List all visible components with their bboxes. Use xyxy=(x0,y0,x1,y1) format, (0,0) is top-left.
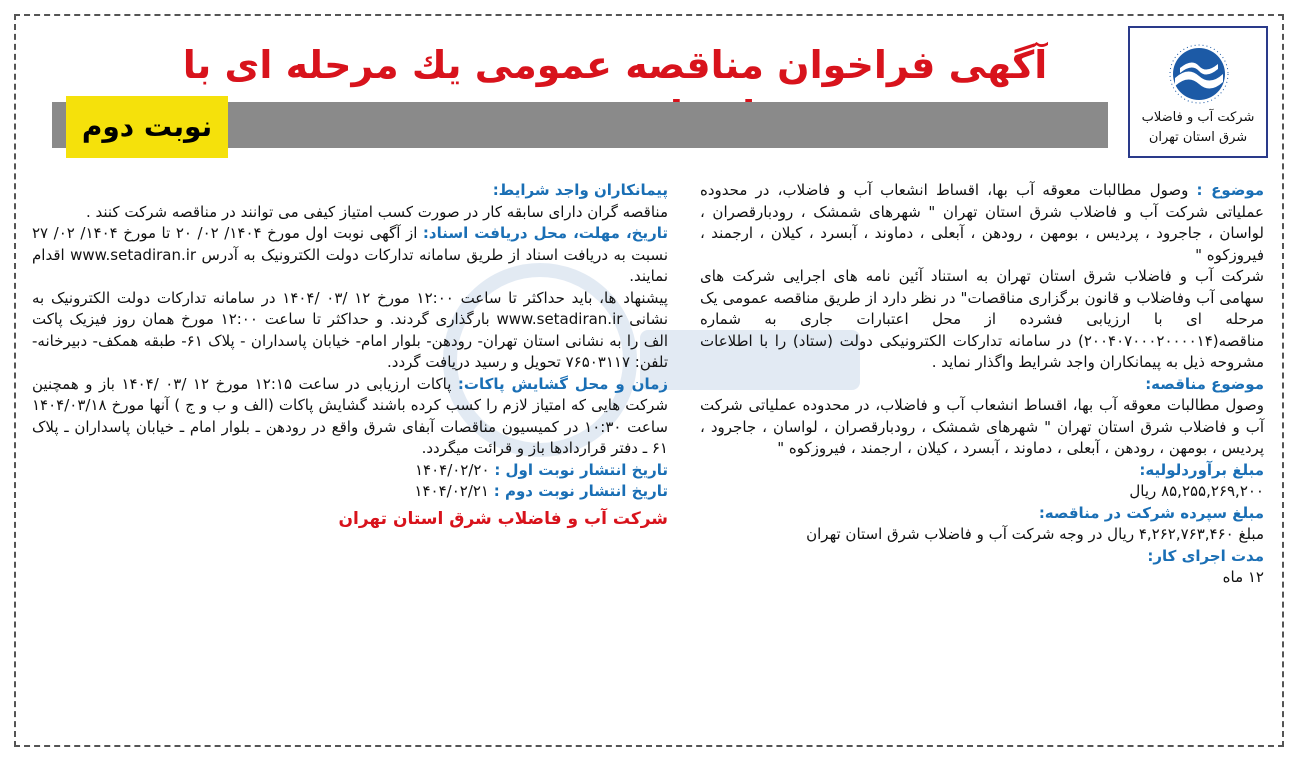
deposit-text: مبلغ ۴,۲۶۲,۷۶۳,۴۶۰ ریال در وجه شرکت آب و فاضلاب شرق استان تهران xyxy=(806,525,1264,543)
right-column xyxy=(700,180,1264,589)
opening-paragraph xyxy=(32,374,668,460)
estimate-text: ۸۵,۲۵۵,۲۶۹,۲۰۰ ریال xyxy=(1129,482,1264,500)
docs-text: از آگهی نوبت اول مورخ ۱۴۰۴/ ۰۲/ ۲۰ تا مورخ ۱۴۰۴/ ۰۲/ ۲۷ نسبت به دریافت اسناد از طریق سامانه تدارکات دولت الکترونیک به آدرس www.setadiran.ir اقدام نمایند. xyxy=(32,224,668,285)
company-name xyxy=(1134,108,1262,148)
contractors-text: مناقصه گران دارای سابقه کار در صورت کسب امتیاز کیفی می توانند در مناقصه شرکت کنند . xyxy=(85,202,668,221)
docs-label: تاریخ، مهلت، محل دریافت اسناد: xyxy=(422,224,669,242)
company-name-line1: شرکت آب و فاضلاب xyxy=(1141,110,1255,125)
page-title: آگهی فراخوان مناقصه عمومی یك مرحله ای با xyxy=(182,43,1048,87)
intro-paragraph: شرکت آب و فاضلاب شرق استان تهران به استناد آئین نامه های اجرایی شرکت های سهامی آب وفاضلاب و قانون برگزاری مناقصات" در نظر دارد از طریق مناقصه عمومی یک مرحله ای با ارزیابی فشرده از محل اعتبارات جاری به شماره مناقصه(۲۰۰۴۰۷۰۰۰۲۰۰۰۰۱۴) در سامانه تدارکات الکترونیکی دولت (ستاد) را با اطلاعات مشروحه ذیل به پیمانکاران واجد شرایط واگذار نماید . xyxy=(700,267,1264,371)
subject-label: موضوع : xyxy=(1196,181,1264,199)
estimate-label: مبلغ برآوردلولیه: xyxy=(1139,460,1264,479)
first-pub-label: تاریخ انتشار نوبت اول : xyxy=(494,460,668,479)
first-pub-date: ۱۴۰۴/۰۲/۲۰ xyxy=(414,460,490,479)
proposals-paragraph: پیشنهاد ها، باید حداکثر تا ساعت ۱۲:۰۰ مورخ ۱۲ /۰۳ /۱۴۰۴ در سامانه تدارکات دولت الکترونیک به نشانی www.setadiran.ir بارگذاری گردند. و حداکثر تا ساعت ۱۲:۰۰ مورخ همان روز فیزیک پاکت الف را به نشانی استان تهران- رودهن- بلوار امام- خیابان پاسداران - پلاک ۶۱- طبقه همکف- دبیرخانه- تلفن: ۷۶۵۰۳۱۱۷ تحویل و رسید دریافت گردد. xyxy=(32,288,668,371)
tender-subject-text: وصول مطالبات معوقه آب بها، اقساط انشعاب آب و فاضلاب، در محدوده عملیاتی شرکت آب و فاضلاب شرق استان تهران " شهرهای شمشک ، رودبارقصران ، لواسان ، جاجرود ، پردیس ، بومهن ، رودهن ، آبعلی ، دماوند ، آبسرد ، کیلان ، ارجمند ، فیروزکوه " xyxy=(700,396,1264,457)
docs-paragraph xyxy=(32,223,668,288)
left-column xyxy=(32,180,668,530)
water-drop-logo-icon xyxy=(1166,34,1232,104)
duration-label: مدت اجرای کار: xyxy=(1147,546,1264,565)
duration-text: ۱۲ ماه xyxy=(1222,568,1264,586)
second-publication xyxy=(32,481,668,503)
contractors-label: پیمانکاران واجد شرایط: xyxy=(492,181,668,199)
subject-text: وصول مطالبات معوقه آب بها، اقساط انشعاب آب و فاضلاب، در محدوده عملیاتی شرکت آب و فاضلاب شرق استان تهران " شهرهای شمشک ، رودبارقصران ، لواسان ، جاجرود ، پردیس ، بومهن ، رودهن ، آبعلی ، دماوند ، آبسرد ، کیلان ، ارجمند ، فیروزکوه " xyxy=(700,181,1264,264)
second-pub-date: ۱۴۰۴/۰۲/۲۱ xyxy=(414,482,489,500)
subject-paragraph xyxy=(700,180,1264,266)
first-publication xyxy=(32,460,668,482)
opening-label: زمان و محل گشایش پاکات: xyxy=(457,374,668,393)
opening-text: پاکات ارزیابی در ساعت ۱۲:۱۵ مورخ ۱۲ /۰۳ /۱۴۰۴ باز و همچنین شرکت هایی که امتیاز لازم را کسب کرده باشند گشایش پاکات (الف و ب و ج ) آنها مورخ ۱۴۰۴/۰۳/۱۸ ساعت ۱۰:۳۰ در کمیسیون مناقصات آبفای شرق واقع در رودهن ـ بلوار امام ـ خیابان پاسداران ـ پلاک ۶۱ ـ دفتر قراردادها باز و قرائت میگردد. xyxy=(32,374,668,457)
company-name-line2: شرق استان تهران xyxy=(1148,130,1248,145)
company-logo-box xyxy=(1128,26,1268,158)
deposit-label: مبلغ سپرده شرکت در مناقصه: xyxy=(1038,503,1264,522)
tender-subject-label: موضوع مناقصه: xyxy=(1145,374,1264,393)
round-badge: نوبت دوم xyxy=(66,96,228,158)
signature: شرکت آب و فاضلاب شرق استان تهران xyxy=(338,508,668,529)
second-pub-label: تاریخ انتشار نوبت دوم : xyxy=(493,482,668,500)
